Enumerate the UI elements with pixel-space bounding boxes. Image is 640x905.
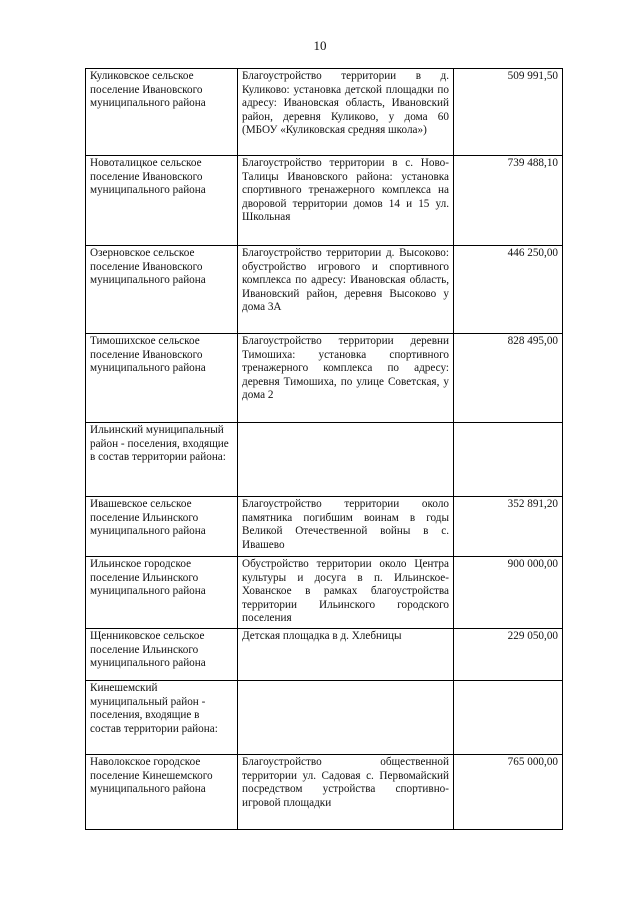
- project-description: Детская площадка в д. Хлебницы: [238, 629, 454, 681]
- settlement-name: Ильинское городское поселение Ильинского муниципального района: [86, 557, 238, 629]
- settlement-name: Новоталицкое сельское поселение Ивановского муниципального района: [86, 156, 238, 246]
- allocation-table: [85, 68, 563, 830]
- district-heading: Кинешемский муниципальный район - поселения, входящие в состав территории района:: [86, 681, 238, 755]
- project-description: [238, 423, 454, 497]
- table-row: [86, 69, 563, 156]
- table-row: [86, 334, 563, 423]
- district-heading: Ильинский муниципальный район - поселения, входящие в состав территории района:: [86, 423, 238, 497]
- table-row: [86, 629, 563, 681]
- amount-value: 352 891,20: [454, 497, 563, 557]
- settlement-name: Ивашевское сельское поселение Ильинского муниципального района: [86, 497, 238, 557]
- table-row: [86, 246, 563, 334]
- settlement-name: Тимошихское сельское поселение Ивановского муниципального района: [86, 334, 238, 423]
- table-row: [86, 497, 563, 557]
- settlement-name: Наволокское городское поселение Кинешемского муниципального района: [86, 755, 238, 830]
- project-description: Благоустройство территории в д. Куликово: установка детской площадки по адресу: Ивановская область, Ивановский район, деревня Куликово, у дома 60 (МБОУ «Куликовская средняя школа»): [238, 69, 454, 156]
- amount-value: [454, 681, 563, 755]
- settlement-name: Озерновское сельское поселение Ивановского муниципального района: [86, 246, 238, 334]
- settlement-name: Куликовское сельское поселение Ивановского муниципального района: [86, 69, 238, 156]
- table-row: [86, 156, 563, 246]
- table-row: [86, 557, 563, 629]
- amount-value: 828 495,00: [454, 334, 563, 423]
- amount-value: 446 250,00: [454, 246, 563, 334]
- table-row: [86, 423, 563, 497]
- amount-value: [454, 423, 563, 497]
- project-description: Благоустройство территории деревни Тимошиха: установка спортивного тренажерного комплекса по адресу: деревня Тимошиха, по улице Советская, у дома 2: [238, 334, 454, 423]
- amount-value: 900 000,00: [454, 557, 563, 629]
- table-row: [86, 755, 563, 830]
- amount-value: 739 488,10: [454, 156, 563, 246]
- amount-value: 765 000,00: [454, 755, 563, 830]
- settlement-name: Щенниковское сельское поселение Ильинского муниципального района: [86, 629, 238, 681]
- amount-value: 229 050,00: [454, 629, 563, 681]
- project-description: Благоустройство территории около памятника погибшим воинам в годы Великой Отечественной войны в с. Ивашево: [238, 497, 454, 557]
- project-description: Благоустройство общественной территории ул. Садовая с. Первомайский посредством устройства спортивно-игровой площадки: [238, 755, 454, 830]
- project-description: Благоустройство территории д. Высоково: обустройство игрового и спортивного комплекса по адресу: Ивановская область, Ивановский район, деревня Высоково у дома 3А: [238, 246, 454, 334]
- page-number: 10: [313, 38, 327, 53]
- table-row: [86, 681, 563, 755]
- project-description: Благоустройство территории в с. Ново-Талицы Ивановского района: установка спортивного тренажерного комплекса на дворовой территории домов 14 и 15 ул. Школьная: [238, 156, 454, 246]
- project-description: Обустройство территории около Центра культуры и досуга в п. Ильинское-Хованское в рамках благоустройства территории Ильинского городского поселения: [238, 557, 454, 629]
- project-description: [238, 681, 454, 755]
- amount-value: 509 991,50: [454, 69, 563, 156]
